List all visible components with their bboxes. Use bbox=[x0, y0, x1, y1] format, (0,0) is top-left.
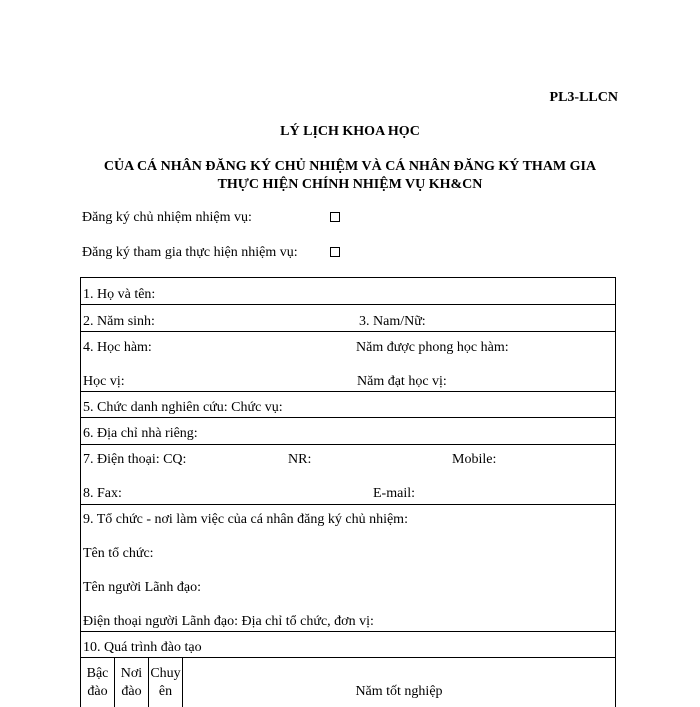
field-organization: 9. Tổ chức - nơi làm việc của cá nhân đăng ký chủ nhiệm: bbox=[83, 512, 408, 527]
field-birth-year: 2. Năm sinh: bbox=[83, 314, 155, 329]
field-training-history: 10. Quá trình đào tạo bbox=[83, 640, 202, 655]
training-col-place-line2: đào bbox=[121, 684, 142, 699]
register-lead-label: Đăng ký chủ nhiệm nhiệm vụ: bbox=[82, 210, 252, 225]
field-rank-year: Năm được phong học hàm: bbox=[356, 340, 509, 355]
register-participate-label: Đăng ký tham gia thực hiện nhiệm vụ: bbox=[82, 245, 298, 260]
row-divider bbox=[81, 657, 615, 658]
field-leader-contact: Điện thoại người Lãnh đạo: Địa chỉ tổ chức, đơn vị: bbox=[83, 614, 374, 629]
field-full-name: 1. Họ và tên: bbox=[83, 287, 156, 302]
field-organization-name: Tên tổ chức: bbox=[83, 546, 154, 561]
field-degree: Học vị: bbox=[83, 374, 125, 389]
training-col-level bbox=[81, 665, 114, 701]
row-divider bbox=[81, 631, 615, 632]
training-col-major-line2: ên bbox=[158, 684, 173, 699]
register-lead-row bbox=[82, 210, 252, 226]
field-research-title: 5. Chức danh nghiên cứu: Chức vụ: bbox=[83, 400, 283, 415]
field-phone-office: 7. Điện thoại: CQ: bbox=[83, 452, 187, 467]
row-divider bbox=[81, 444, 615, 445]
training-col-major-line1: Chuy bbox=[150, 666, 181, 681]
training-col-place bbox=[115, 665, 148, 701]
field-degree-year: Năm đạt học vị: bbox=[357, 374, 447, 389]
form-code: PL3-LLCN bbox=[549, 90, 618, 105]
field-mobile: Mobile: bbox=[452, 452, 497, 467]
field-gender: 3. Nam/Nữ: bbox=[359, 314, 426, 329]
row-divider bbox=[81, 304, 615, 305]
field-academic-rank: 4. Học hàm: bbox=[83, 340, 152, 355]
field-email: E-mail: bbox=[373, 486, 415, 501]
field-phone-home: NR: bbox=[288, 452, 312, 467]
document-subtitle bbox=[0, 158, 700, 194]
row-divider bbox=[81, 417, 615, 418]
training-col-level-line2: đào bbox=[87, 684, 108, 699]
register-participate-checkbox[interactable] bbox=[330, 247, 340, 257]
field-fax: 8. Fax: bbox=[83, 486, 122, 501]
register-lead-checkbox[interactable] bbox=[330, 212, 340, 222]
field-home-address: 6. Địa chỉ nhà riêng: bbox=[83, 426, 198, 441]
training-col-place-line1: Nơi bbox=[120, 666, 143, 681]
register-participate-row bbox=[82, 245, 298, 261]
training-col-level-line1: Bậc bbox=[86, 666, 109, 681]
training-col-major bbox=[149, 665, 182, 701]
row-divider bbox=[81, 504, 615, 505]
cv-form-table bbox=[80, 277, 616, 707]
row-divider bbox=[81, 331, 615, 332]
row-divider bbox=[81, 391, 615, 392]
subtitle-line-1: CỦA CÁ NHÂN ĐĂNG KÝ CHỦ NHIỆM VÀ CÁ NHÂN ĐĂNG KÝ THAM GIA bbox=[103, 159, 597, 174]
field-leader-name: Tên người Lãnh đạo: bbox=[83, 580, 202, 595]
document-title: LÝ LỊCH KHOA HỌC bbox=[280, 124, 420, 139]
subtitle-line-2: THỰC HIỆN CHÍNH NHIỆM VỤ KH&CN bbox=[217, 177, 483, 192]
training-col-graduation-year: Năm tốt nghiệp bbox=[355, 684, 443, 699]
